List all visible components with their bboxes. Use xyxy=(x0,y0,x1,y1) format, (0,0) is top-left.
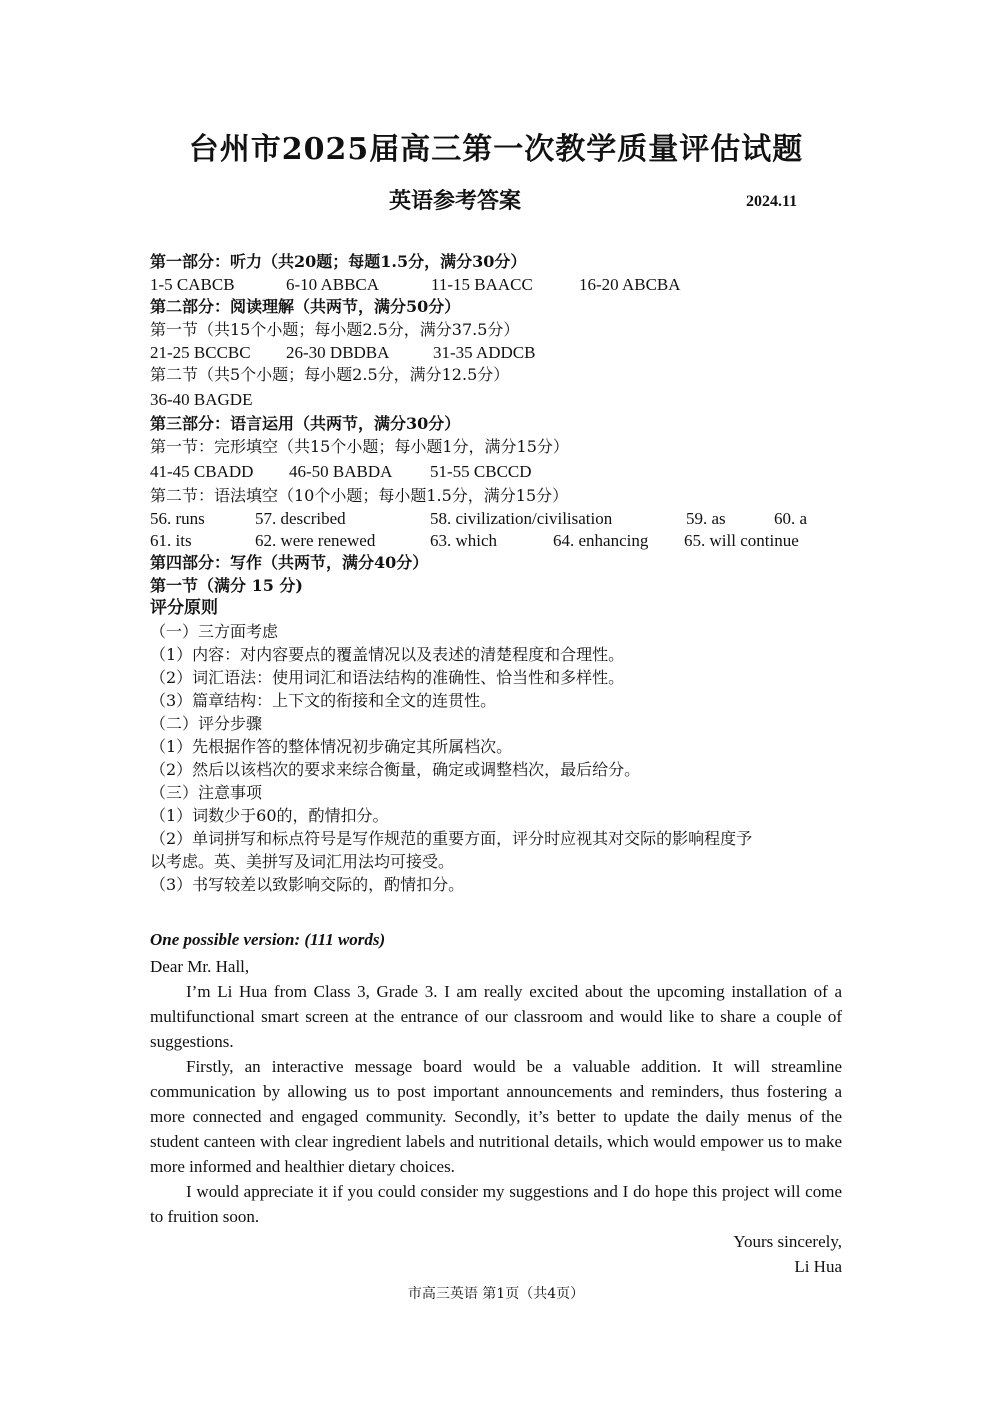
answer-group: 26-30 DBDBA xyxy=(286,343,390,362)
part4-heading: 第四部分：写作（共两节，满分40分） xyxy=(150,553,429,572)
part3-section2: 第二节：语法填空（10个小题；每小题1.5分，满分15分） xyxy=(150,486,569,505)
answer-group: 1-5 CABCB xyxy=(150,275,235,294)
scoring-line: （1）词数少于60的，酌情扣分。 xyxy=(150,806,389,825)
page-footer: 市高三英语 第1页（共4页） xyxy=(407,1286,585,1302)
part1-answers xyxy=(150,273,842,295)
scoring-line: （3）篇章结构：上下文的衔接和全文的连贯性。 xyxy=(150,691,497,710)
essay-heading: One possible version: (111 words) xyxy=(150,930,386,949)
scoring-line: （二）评分步骤 xyxy=(150,714,263,733)
part3-heading: 第三部分：语言运用（共两节，满分30分） xyxy=(150,414,461,433)
part2-section2-answers xyxy=(150,386,842,412)
answer-group: 31-35 ADDCB xyxy=(433,343,536,362)
essay-paragraph: I’m Li Hua from Class 3, Grade 3. I am really excited about the upcoming installation of a multifunctional smart screen at the entrance of our classroom and would like to share a couple of suggestions. xyxy=(150,982,842,1051)
grammar-answer: 64. enhancing xyxy=(553,531,649,550)
grammar-answer: 61. its xyxy=(150,531,192,550)
part3-section1: 第一节：完形填空（共15个小题；每小题1分，满分15分） xyxy=(150,437,569,456)
answer-group: 16-20 ABCBA xyxy=(579,275,681,294)
grammar-answer: 65. will continue xyxy=(684,531,799,550)
answer-group: 21-25 BCCBC xyxy=(150,343,251,362)
page-subtitle: 英语参考答案 xyxy=(389,188,522,214)
grammar-answers-row2 xyxy=(150,529,842,551)
scoring-principles-title: 评分原则 xyxy=(150,598,218,618)
essay-signature: Li Hua xyxy=(794,1257,842,1276)
part2-section2: 第二节（共5个小题；每小题2.5分，满分12.5分） xyxy=(150,365,510,384)
answer-group: 51-55 CBCCD xyxy=(430,462,532,481)
scoring-line: （2）然后以该档次的要求来综合衡量，确定或调整档次，最后给分。 xyxy=(150,760,641,779)
answer-group: 41-45 CBADD xyxy=(150,462,254,481)
grammar-answer: 57. described xyxy=(255,509,346,528)
scoring-line: （1）内容：对内容要点的覆盖情况以及表述的清楚程度和合理性。 xyxy=(150,645,625,664)
scoring-line: （一）三方面考虑 xyxy=(150,622,279,641)
scoring-line: （3）书写较差以致影响交际的，酌情扣分。 xyxy=(150,875,465,894)
scoring-line: （2）词汇语法：使用词汇和语法结构的准确性、恰当性和多样性。 xyxy=(150,668,625,687)
answer-group: 46-50 BABDA xyxy=(289,462,393,481)
page-title: 台州市2025届高三第一次教学质量评估试题 xyxy=(188,132,804,167)
scoring-line: 以考虑。英、美拼写及词汇用法均可接受。 xyxy=(150,852,455,871)
grammar-answer: 56. runs xyxy=(150,509,205,528)
answer-group: 36-40 BAGDE xyxy=(150,390,253,409)
part2-section1-answers xyxy=(150,341,842,363)
scoring-line: （1）先根据作答的整体情况初步确定其所属档次。 xyxy=(150,737,513,756)
grammar-answers-row1 xyxy=(150,507,842,529)
part4-section1: 第一节（满分 15 分) xyxy=(150,576,303,595)
essay-closing: Yours sincerely, xyxy=(733,1232,842,1251)
grammar-answer: 59. as xyxy=(686,509,726,528)
sample-essay xyxy=(150,927,842,1279)
grammar-answer: 58. civilization/civilisation xyxy=(430,509,613,528)
scoring-line: （三）注意事项 xyxy=(150,783,263,802)
part2-heading: 第二部分：阅读理解（共两节，满分50分） xyxy=(150,297,461,316)
part3-section1-answers xyxy=(150,458,842,484)
part2-section1: 第一节（共15个小题；每小题2.5分，满分37.5分） xyxy=(150,320,520,339)
grammar-answer: 63. which xyxy=(430,531,498,550)
exam-date: 2024.11 xyxy=(746,193,798,210)
answer-key-body xyxy=(150,250,842,896)
grammar-answer: 62. were renewed xyxy=(255,531,376,550)
essay-salutation: Dear Mr. Hall, xyxy=(150,957,250,976)
essay-paragraph: I would appreciate it if you could consider my suggestions and I do hope this project will come to fruition soon. xyxy=(150,1182,842,1226)
part1-heading: 第一部分：听力（共20题；每题1.5分，满分30分） xyxy=(150,252,527,271)
answer-group: 11-15 BAACC xyxy=(431,275,533,294)
scoring-line: （2）单词拼写和标点符号是写作规范的重要方面，评分时应视其对交际的影响程度予 xyxy=(150,829,753,848)
essay-paragraph: Firstly, an interactive message board would be a valuable addition. It will streamline communication by allowing us to post important announcements and reminders, thus fostering a more connected and engaged community. Secondly, it’s better to update the daily menus of the student canteen with clear ingredient labels and nutritional details, which would empower us to make more informed and healthier dietary choices. xyxy=(150,1057,842,1176)
grammar-answer: 60. a xyxy=(774,509,808,528)
answer-group: 6-10 ABBCA xyxy=(286,275,380,294)
